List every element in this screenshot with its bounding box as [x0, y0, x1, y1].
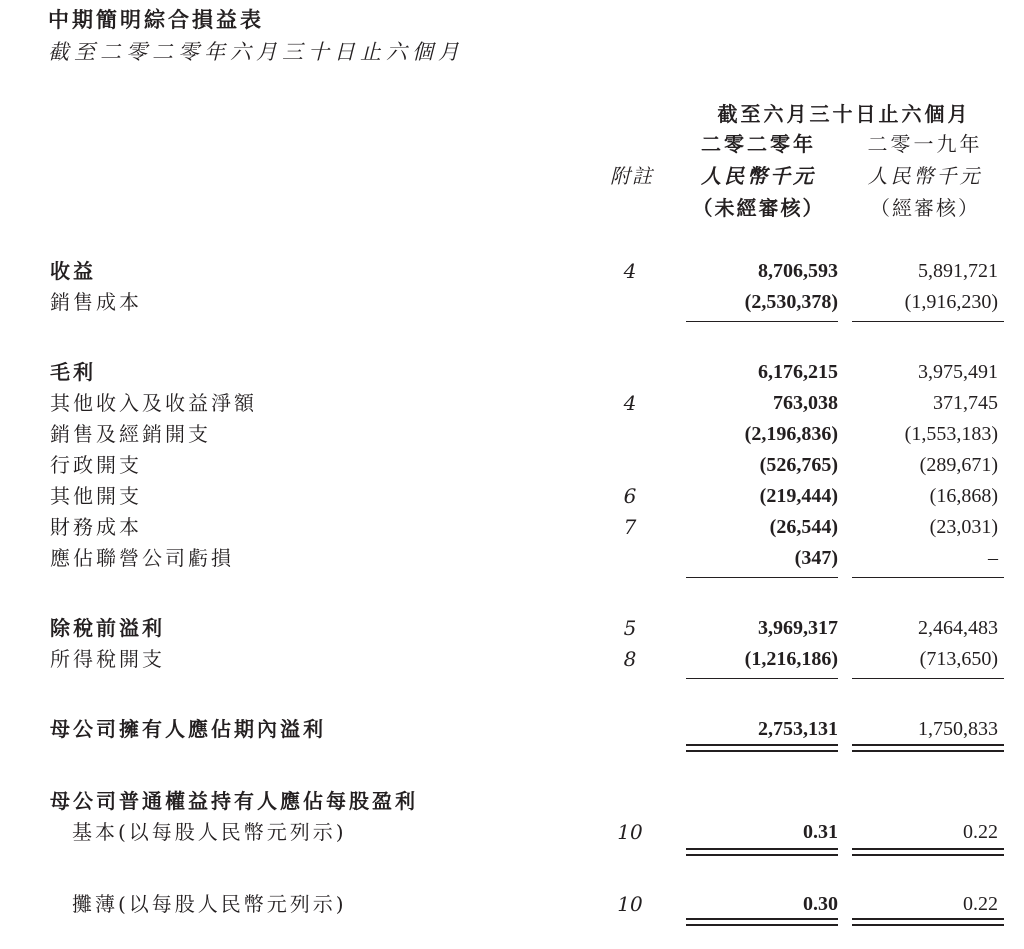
subtotal-rule — [686, 577, 838, 578]
row-note: 4 — [623, 259, 637, 283]
table-row — [0, 357, 1024, 387]
row-value-2020: 2,753,131 — [758, 718, 838, 740]
row-label: 銷售成本 — [50, 290, 142, 314]
row-label: 毛利 — [50, 360, 96, 384]
row-label: 母公司擁有人應佔期內溢利 — [50, 717, 326, 741]
unit-2020-header: 人民幣千元 — [701, 164, 816, 188]
total-rule — [686, 744, 838, 746]
table-row — [0, 419, 1024, 449]
total-rule — [852, 854, 1004, 856]
total-rule — [852, 848, 1004, 850]
total-rule — [686, 854, 838, 856]
year-2020-header: 二零二零年 — [701, 132, 816, 156]
total-rule — [686, 924, 838, 926]
row-value-2020: 0.30 — [803, 893, 838, 915]
status-2019-header: （經審核） — [870, 196, 980, 220]
statement-title: 中期簡明綜合損益表 — [48, 8, 264, 32]
period-header: 截至六月三十日止六個月 — [717, 102, 971, 126]
row-value-2020: (2,530,378) — [744, 291, 838, 313]
row-note: 6 — [623, 484, 637, 508]
row-label: 財務成本 — [50, 515, 142, 539]
row-note: 10 — [617, 820, 643, 844]
table-row — [0, 786, 1024, 816]
row-label: 基本(以每股人民幣元列示) — [72, 820, 347, 844]
row-value-2020: 8,706,593 — [758, 260, 838, 282]
unit-2019-header: 人民幣千元 — [867, 164, 983, 188]
row-note: 5 — [623, 616, 637, 640]
row-value-2019: – — [988, 547, 998, 569]
row-value-2020: (347) — [794, 547, 838, 569]
row-value-2019: (289,671) — [919, 454, 998, 476]
table-row — [0, 644, 1024, 674]
total-rule — [852, 744, 1004, 746]
row-value-2020: (26,544) — [769, 516, 838, 538]
subtotal-rule — [686, 321, 838, 322]
table-row — [0, 613, 1024, 643]
row-label: 其他開支 — [50, 484, 142, 508]
table-row — [0, 256, 1024, 286]
row-label: 所得稅開支 — [50, 647, 165, 671]
subtotal-rule — [852, 678, 1004, 679]
row-value-2019: 1,750,833 — [918, 718, 998, 740]
row-value-2019: 0.22 — [963, 821, 998, 843]
table-row — [0, 543, 1024, 573]
row-value-2020: (2,196,836) — [744, 423, 838, 445]
row-value-2019: (1,916,230) — [904, 291, 998, 313]
row-value-2020: (526,765) — [759, 454, 838, 476]
table-row — [0, 714, 1024, 744]
row-value-2020: 0.31 — [803, 821, 838, 843]
total-rule — [686, 750, 838, 752]
row-value-2019: 2,464,483 — [918, 617, 998, 639]
row-label: 銷售及經銷開支 — [50, 422, 211, 446]
row-label: 除稅前溢利 — [50, 616, 165, 640]
row-label: 收益 — [50, 259, 96, 283]
subtotal-rule — [852, 577, 1004, 578]
total-rule — [852, 750, 1004, 752]
table-row — [0, 481, 1024, 511]
row-label: 應佔聯營公司虧損 — [50, 546, 234, 570]
row-note: 10 — [617, 892, 643, 916]
row-value-2019: (16,868) — [929, 485, 998, 507]
row-value-2019: 371,745 — [933, 392, 998, 414]
status-2020-header: （未經審核） — [692, 196, 825, 220]
row-value-2019: 3,975,491 — [918, 361, 998, 383]
row-value-2019: (713,650) — [919, 648, 998, 670]
subtotal-rule — [852, 321, 1004, 322]
row-value-2020: 3,969,317 — [758, 617, 838, 639]
row-value-2019: (1,553,183) — [904, 423, 998, 445]
row-value-2019: 0.22 — [963, 893, 998, 915]
table-row — [0, 512, 1024, 542]
row-value-2020: 6,176,215 — [758, 361, 838, 383]
total-rule — [852, 918, 1004, 920]
row-value-2020: 763,038 — [773, 392, 838, 414]
table-row — [0, 287, 1024, 317]
row-note: 4 — [623, 391, 637, 415]
total-rule — [852, 924, 1004, 926]
row-note: 8 — [623, 647, 637, 671]
table-row — [0, 388, 1024, 418]
row-value-2020: (219,444) — [759, 485, 838, 507]
total-rule — [686, 918, 838, 920]
row-value-2019: 5,891,721 — [918, 260, 998, 282]
row-label: 其他收入及收益淨額 — [50, 391, 257, 415]
subtotal-rule — [686, 678, 838, 679]
table-row — [0, 450, 1024, 480]
row-label: 攤薄(以每股人民幣元列示) — [72, 892, 347, 916]
table-row — [0, 889, 1024, 919]
total-rule — [686, 848, 838, 850]
row-label: 行政開支 — [50, 453, 142, 477]
year-2019-header: 二零一九年 — [867, 132, 983, 156]
row-label: 母公司普通權益持有人應佔每股盈利 — [50, 789, 418, 813]
row-note: 7 — [623, 515, 637, 539]
note-header: 附註 — [610, 164, 654, 188]
table-row — [0, 817, 1024, 847]
row-value-2019: (23,031) — [929, 516, 998, 538]
row-value-2020: (1,216,186) — [744, 648, 838, 670]
statement-subtitle: 截至二零二零年六月三十日止六個月 — [48, 40, 464, 64]
